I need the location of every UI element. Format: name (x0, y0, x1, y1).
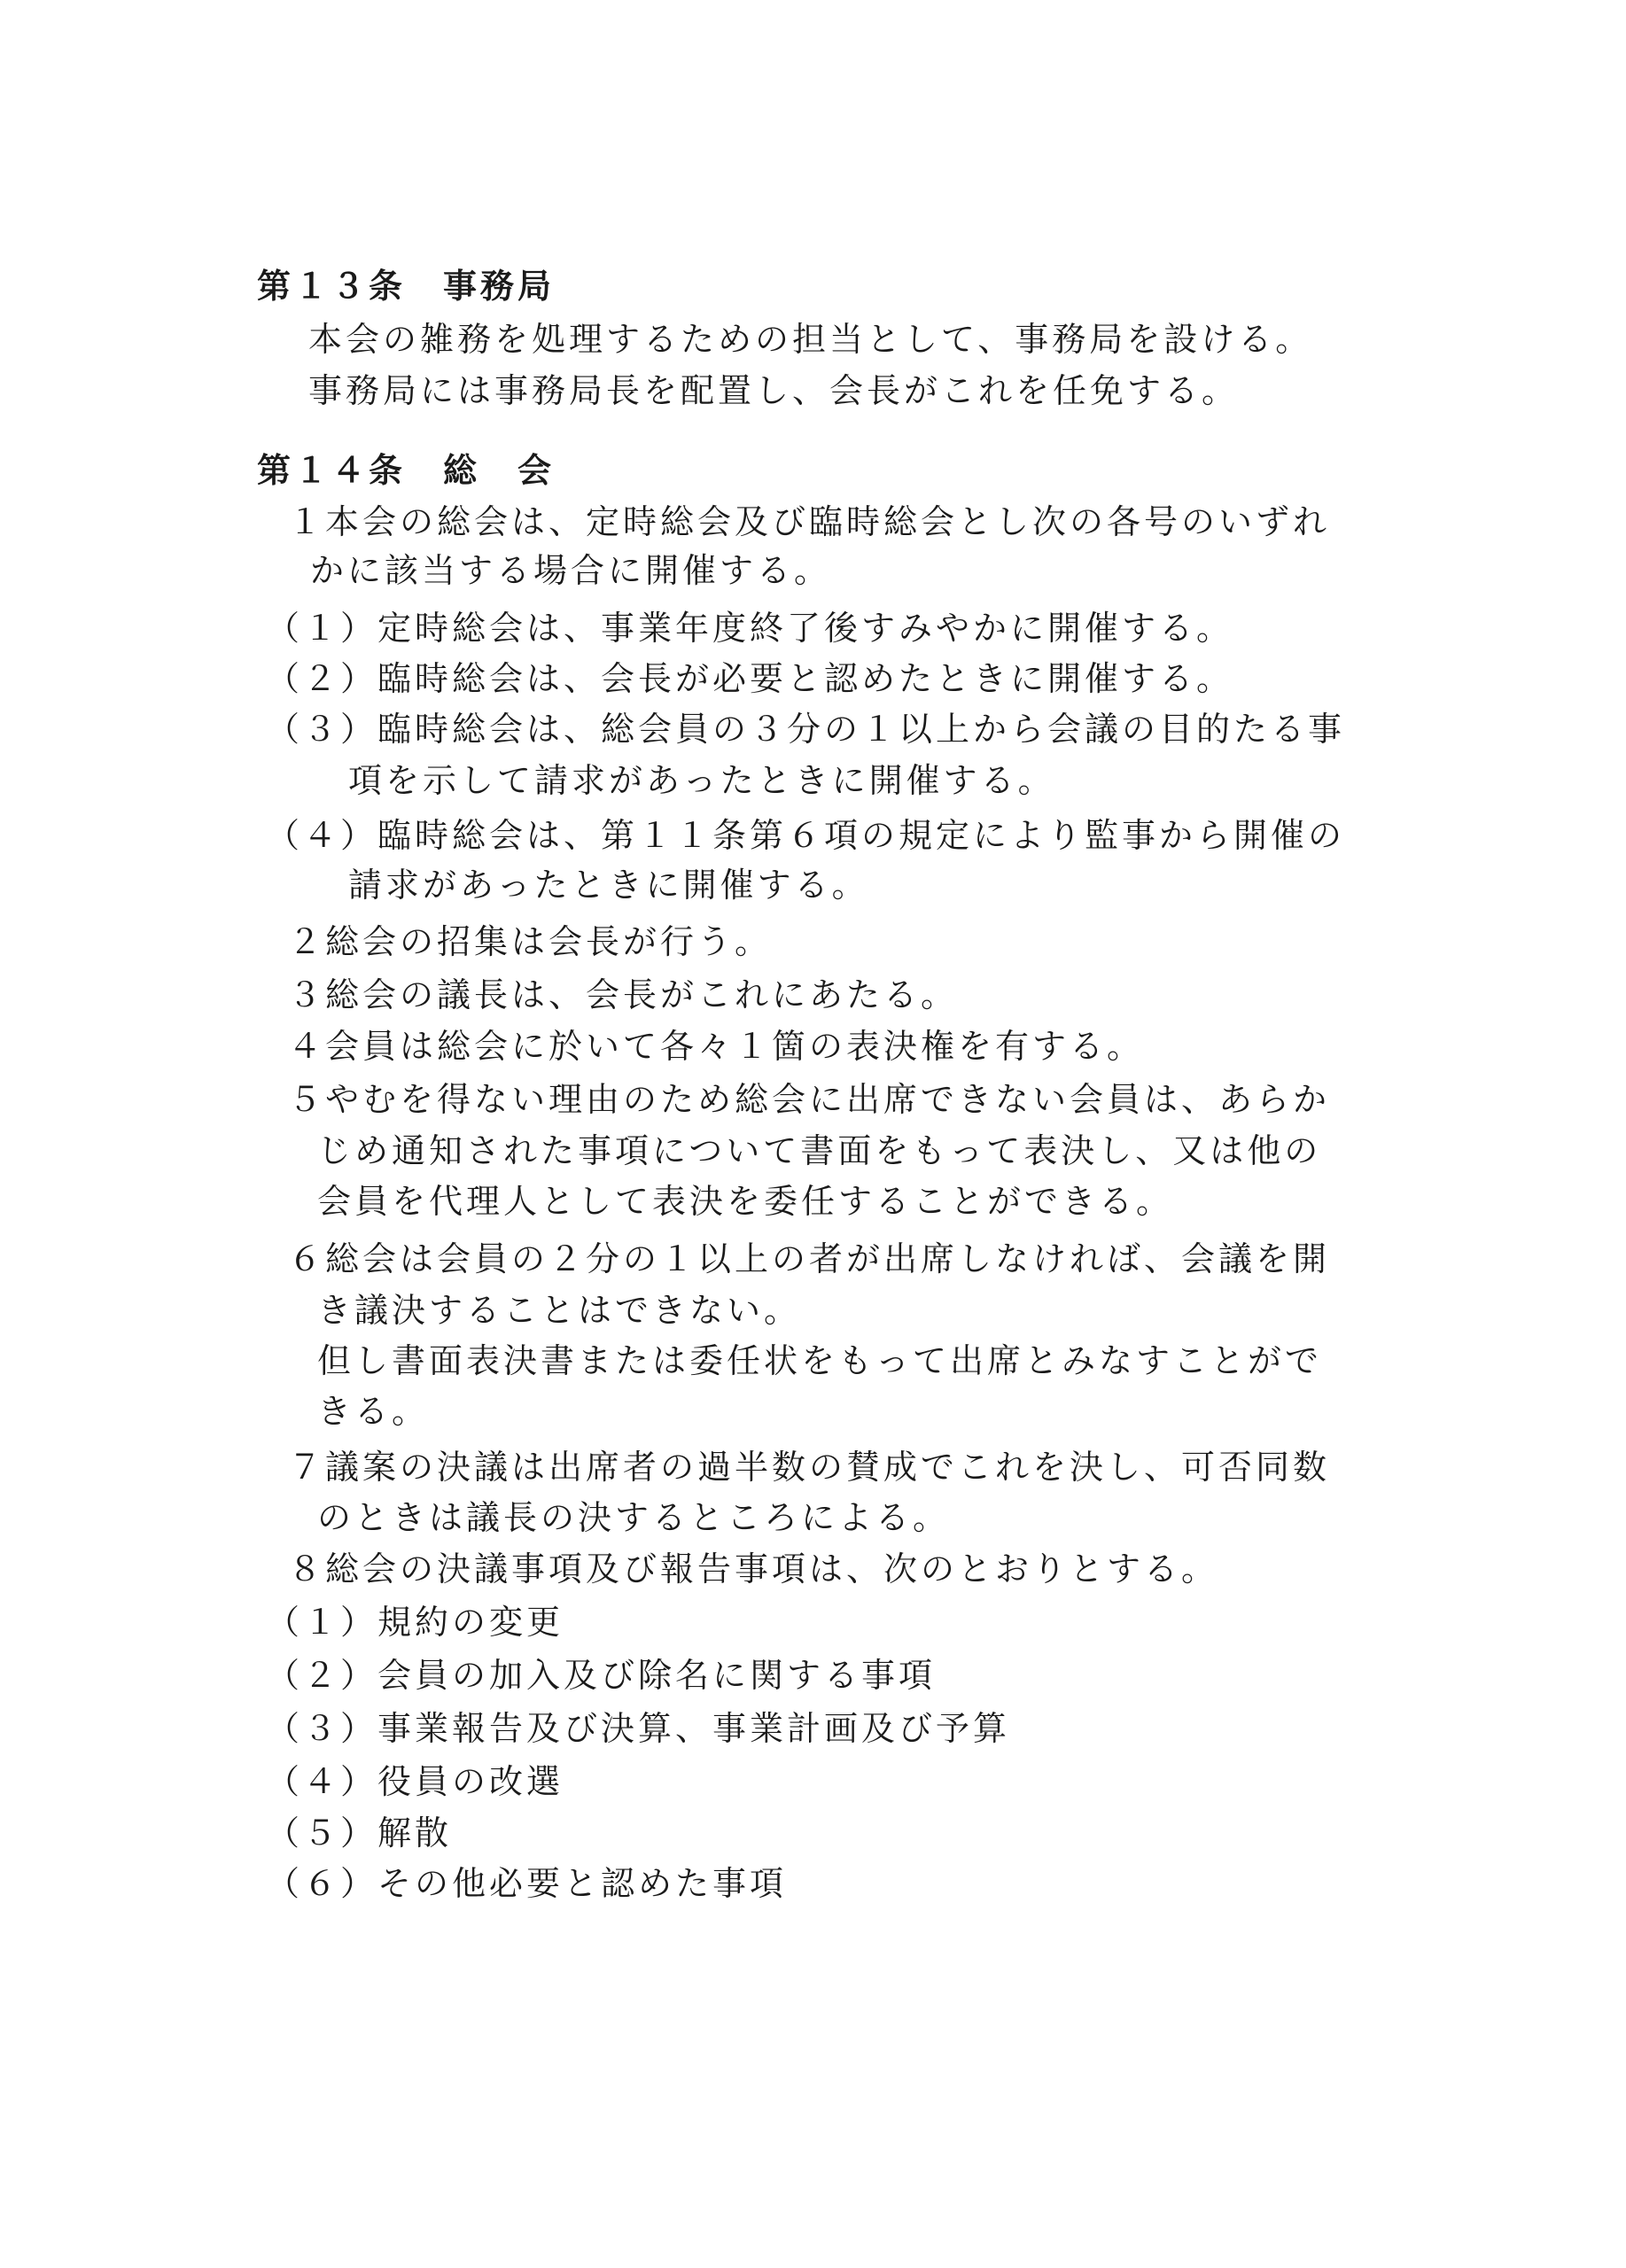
article-14-line: ８総会の決議事項及び報告事項は、次のとおりとする。 (288, 1550, 1219, 1588)
article-14-line: 請求があったときに開催する。 (348, 866, 869, 905)
article-14-line: じめ通知された事項について書面をもって表決し、又は他の (317, 1131, 1322, 1170)
article-14-line: ６総会は会員の２分の１以上の者が出席しなければ、会議を開 (288, 1239, 1331, 1278)
article-14-line: （４）役員の改選 (266, 1762, 564, 1801)
article-13-heading: 第１３条 事務局 (257, 267, 556, 306)
article-14-line: き議決することはできない。 (317, 1291, 802, 1330)
article-14-line: １本会の総会は、定時総会及び臨時総会とし次の各号のいずれ (288, 502, 1331, 541)
article-14-line: （２）会員の加入及び除名に関する事項 (266, 1656, 937, 1695)
article-14-line: （１）定時総会は、事業年度終了後すみやかに開催する。 (266, 609, 1234, 648)
article-14-line: 項を示して請求があったときに開催する。 (348, 761, 1055, 800)
article-14-line: （３）事業報告及び決算、事業計画及び予算 (266, 1709, 1011, 1748)
article-13-line: 事務局には事務局長を配置し、会長がこれを任免する。 (308, 371, 1240, 410)
article-14-line: ７議案の決議は出席者の過半数の賛成でこれを決し、可否同数 (288, 1448, 1331, 1487)
article-14-line: ２総会の招集は会長が行う。 (288, 922, 773, 961)
article-14-line: ５やむを得ない理由のため総会に出席できない会員は、あらか (288, 1080, 1331, 1119)
article-14-line: （２）臨時総会は、会長が必要と認めたときに開催する。 (266, 659, 1234, 698)
article-14-line: （１）規約の変更 (266, 1603, 564, 1642)
article-14-line: （５）解散 (266, 1814, 453, 1852)
article-14-line: かに該当する場合に開催する。 (310, 551, 832, 590)
article-13-line: 本会の雑務を処理するための担当として、事務局を設ける。 (308, 320, 1313, 359)
article-14-line: 会員を代理人として表決を委任することができる。 (317, 1182, 1174, 1221)
article-14-line: （３）臨時総会は、総会員の３分の１以上から会議の目的たる事 (266, 710, 1346, 749)
article-14-line: 但し書面表決書または委任状をもって出席とみなすことがで (317, 1341, 1323, 1380)
article-14-line: ３総会の議長は、会長がこれにあたる。 (288, 975, 959, 1014)
article-14-line: きる。 (317, 1392, 430, 1431)
article-14-heading: 第１４条 総 会 (257, 451, 556, 490)
article-14-line: のときは議長の決するところによる。 (317, 1498, 951, 1537)
article-14-line: （６）その他必要と認めた事項 (266, 1864, 788, 1903)
article-14-line: （４）臨時総会は、第１１条第６項の規定により監事から開催の (266, 816, 1346, 855)
article-14-line: ４会員は総会に於いて各々１箇の表決権を有する。 (288, 1027, 1145, 1066)
